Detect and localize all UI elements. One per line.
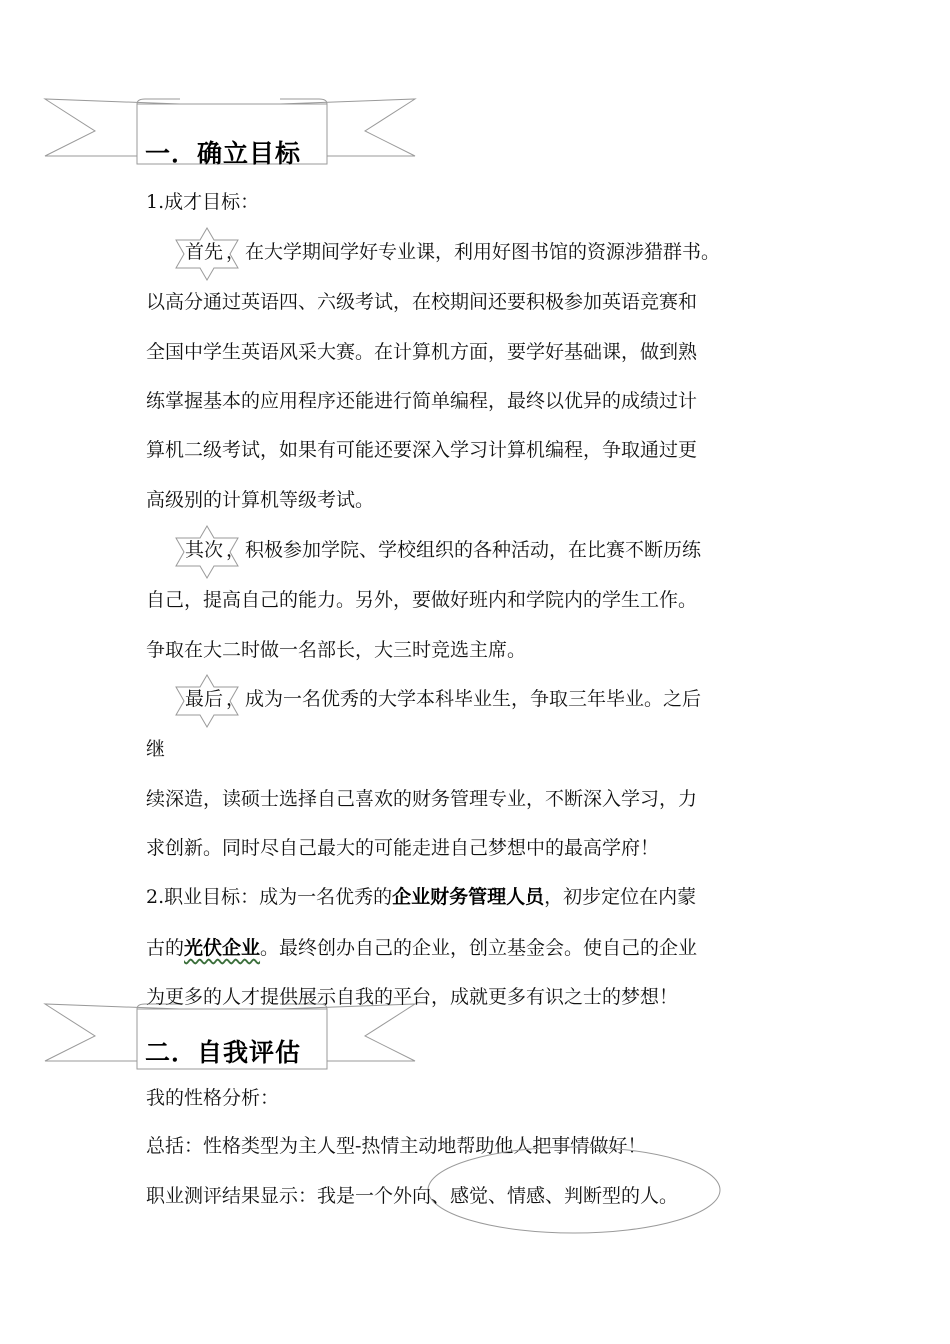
goal1-label: 1.成才目标： bbox=[146, 191, 260, 213]
paragraph-1-line-6: 高级别的计算机等级考试。 bbox=[146, 489, 375, 511]
section-banner-2 bbox=[40, 1003, 420, 1073]
section-banner-1 bbox=[40, 98, 420, 168]
section-1-title: 一．确立目标 bbox=[145, 139, 302, 168]
paragraph-2-line-3: 争取在大二时做一名部长，大三时竞选主席。 bbox=[146, 639, 527, 661]
section-2-title: 二．自我评估 bbox=[145, 1038, 302, 1067]
goal2-line-2: 古的光伏企业。最终创办自己的企业，创立基金会。使自己的企业 bbox=[146, 937, 698, 959]
paragraph-3-line-3: 续深造，读硕士选择自己喜欢的财务管理专业，不断深入学习，力 bbox=[146, 788, 698, 810]
paragraph-2-line-2: 自己，提高自己的能力。另外，要做好班内和学院内的学生工作。 bbox=[146, 589, 698, 611]
lead-finally: 最后 bbox=[182, 687, 226, 711]
paragraph-1-line-1: 首先 ，在大学期间学好专业课，利用好图书馆的资源涉猎群书。 bbox=[182, 240, 720, 264]
personality-heading: 我的性格分析： bbox=[146, 1087, 280, 1109]
personality-summary: 总括：性格类型为主人型-热情主动地帮助他人把事情做好！ bbox=[146, 1135, 647, 1157]
assessment-result: 职业测评结果显示：我是一个外向、感觉、情感、判断型的人。 bbox=[146, 1185, 679, 1207]
paragraph-1-line-3: 全国中学生英语风采大赛。在计算机方面，要学好基础课，做到熟 bbox=[146, 341, 698, 363]
goal2-line-3: 为更多的人才提供展示自我的平台，成就更多有识之士的梦想！ bbox=[146, 986, 679, 1008]
paragraph-3-line-4: 求创新。同时尽自己最大的可能走进自己梦想中的最高学府！ bbox=[146, 837, 660, 859]
bold-career-title: 企业财务管理人员 bbox=[392, 886, 545, 908]
paragraph-3-line-1: 最后 ，成为一名优秀的大学本科毕业生，争取三年毕业。之后 bbox=[182, 687, 701, 711]
paragraph-3-line-2: 继 bbox=[146, 738, 166, 760]
lead-first: 首先 bbox=[182, 240, 226, 264]
paragraph-1-line-5: 算机二级考试，如果有可能还要深入学习计算机编程，争取通过更 bbox=[146, 439, 698, 461]
underlined-industry: 光伏企业 bbox=[184, 937, 261, 959]
paragraph-2-line-1: 其次 ，积极参加学院、学校组织的各种活动，在比赛不断历练 bbox=[182, 538, 701, 562]
paragraph-1-line-4: 练掌握基本的应用程序还能进行简单编程，最终以优异的成绩过计 bbox=[146, 390, 698, 412]
lead-second: 其次 bbox=[182, 538, 226, 562]
paragraph-1-line-2: 以高分通过英语四、六级考试，在校期间还要积极参加英语竞赛和 bbox=[146, 291, 698, 313]
goal2-line-1: 2.职业目标：成为一名优秀的企业财务管理人员，初步定位在内蒙 bbox=[146, 886, 697, 908]
